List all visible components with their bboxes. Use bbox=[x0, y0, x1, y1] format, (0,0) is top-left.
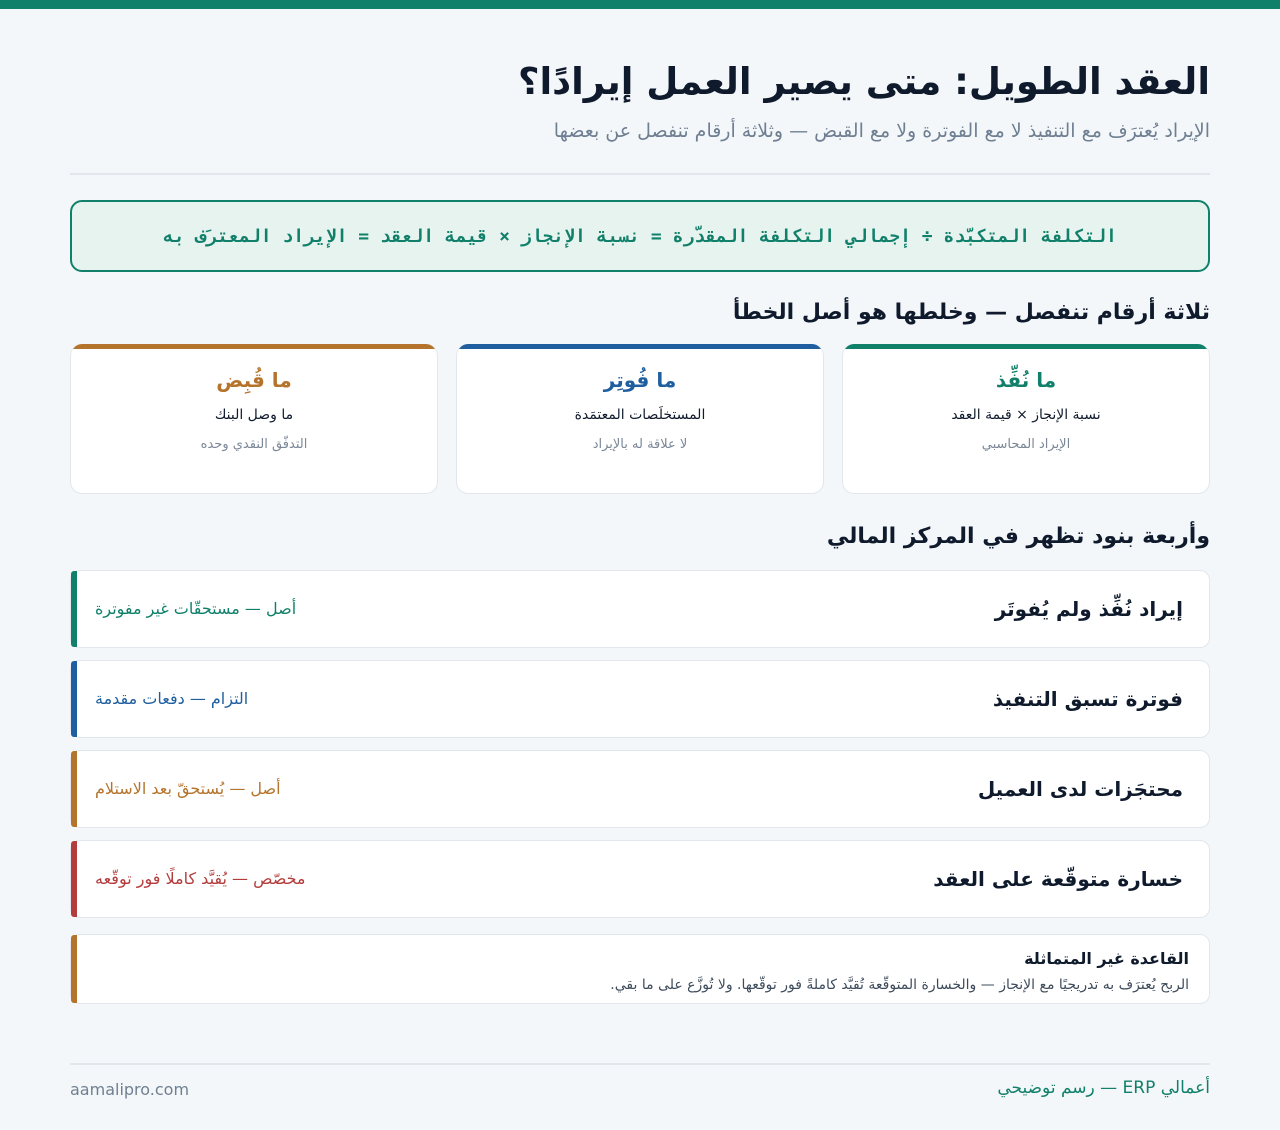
item-note: أصل — يُستحقّ بعد الاستلام bbox=[95, 779, 281, 798]
balance-item-advance-billing bbox=[70, 660, 1210, 738]
balance-item-expected-loss bbox=[70, 840, 1210, 918]
card-accent-bar bbox=[71, 344, 437, 349]
rule-accent-bar bbox=[71, 935, 77, 1003]
card-executed bbox=[842, 344, 1210, 494]
balance-item-unbilled-revenue bbox=[70, 570, 1210, 648]
asymmetric-rule-box bbox=[70, 934, 1210, 1004]
item-note: مخصّص — يُقيَّد كاملًا فور توقّعه bbox=[95, 869, 306, 888]
header-divider bbox=[70, 173, 1210, 175]
card-title: ما قُبِض bbox=[216, 368, 292, 392]
card-description-block bbox=[530, 404, 750, 456]
item-label: فوترة تسبق التنفيذ bbox=[992, 687, 1183, 711]
card-note: لا علاقة له بالإيراد bbox=[592, 437, 688, 452]
item-label: خسارة متوقّعة على العقد bbox=[933, 867, 1183, 891]
rule-text: الربح يُعترَف به تدريجيًا مع الإنجاز — والخسارة المتوقّعة تُقيَّد كاملةً فور توقّعها. ولا تُوزَّع على ما بقي. bbox=[610, 977, 1189, 993]
section-heading-three-numbers: ثلاثة أرقام تنفصل — وخلطها هو أصل الخطأ bbox=[732, 300, 1210, 325]
card-description: ما وصل البنك bbox=[214, 407, 294, 423]
card-description: المستخلَصات المعتمَدة bbox=[574, 407, 706, 423]
numbers-cards bbox=[70, 344, 1210, 494]
footer-brand: أعمالي ERP — رسم توضيحي bbox=[997, 1078, 1210, 1098]
page bbox=[70, 0, 1210, 1130]
item-accent-bar bbox=[71, 571, 77, 647]
item-label: محتجَزات لدى العميل bbox=[977, 777, 1183, 801]
rule-title: القاعدة غير المتماثلة bbox=[1024, 949, 1189, 968]
card-note: الإيراد المحاسبي bbox=[981, 437, 1071, 452]
item-label: إيراد نُفِّذ ولم يُفوتَر bbox=[994, 597, 1183, 621]
item-accent-bar bbox=[71, 661, 77, 737]
card-accent-bar bbox=[457, 344, 823, 349]
card-note: التدفّق النقدي وحده bbox=[200, 437, 308, 452]
balance-item-retentions bbox=[70, 750, 1210, 828]
formula-text: التكلفة المتكبّدة ÷ إجمالي التكلفة المقدّرة = نسبة الإنجاز × قيمة العقد = الإيراد المعترَف به bbox=[163, 225, 1117, 247]
item-note: التزام — دفعات مقدمة bbox=[95, 689, 249, 708]
card-description: نسبة الإنجاز × قيمة العقد bbox=[951, 407, 1101, 423]
card-title: ما نُفِّذ bbox=[995, 368, 1057, 392]
item-accent-bar bbox=[71, 751, 77, 827]
card-title: ما فُوتِر bbox=[603, 368, 677, 392]
card-description-block bbox=[144, 404, 364, 456]
page-title: العقد الطويل: متى يصير العمل إيرادًا؟ bbox=[517, 60, 1210, 103]
footer-site-link[interactable]: aamalipro.com bbox=[70, 1080, 190, 1099]
item-note: أصل — مستحقّات غير مفوترة bbox=[95, 599, 297, 618]
card-collected bbox=[70, 344, 438, 494]
footer-divider bbox=[70, 1063, 1210, 1065]
section-heading-four-items: وأربعة بنود تظهر في المركز المالي bbox=[826, 524, 1210, 549]
item-accent-bar bbox=[71, 841, 77, 917]
card-invoiced bbox=[456, 344, 824, 494]
card-accent-bar bbox=[843, 344, 1209, 349]
page-subtitle: الإيراد يُعترَف مع التنفيذ لا مع الفوترة ولا مع القبض — وثلاثة أرقام تنفصل عن بعضها bbox=[553, 120, 1210, 142]
formula-box bbox=[70, 200, 1210, 272]
card-description-block bbox=[951, 404, 1101, 456]
